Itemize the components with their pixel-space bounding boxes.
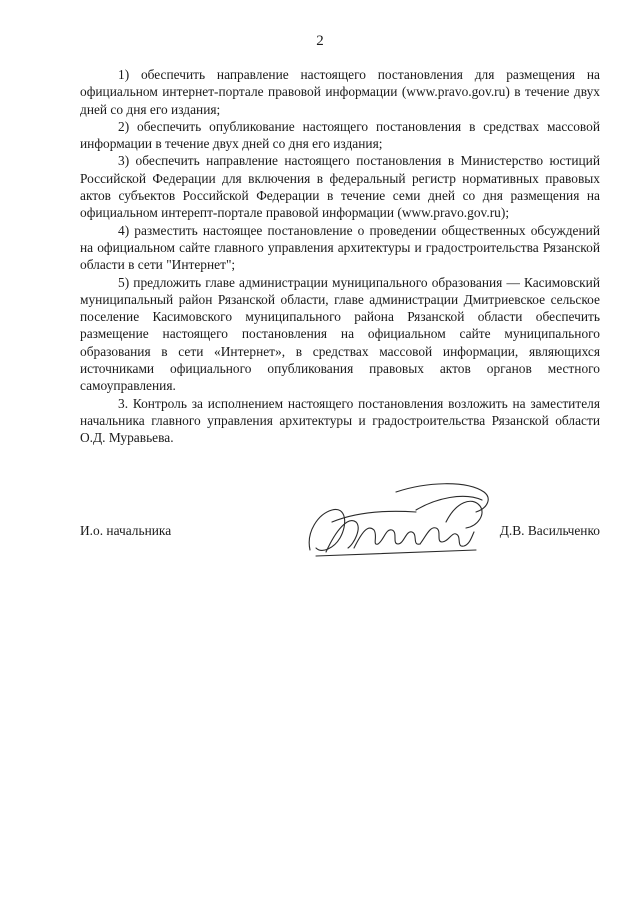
document-body: [80, 66, 600, 447]
paragraph-item-2: 2) обеспечить опубликование настоящего постановления в средствах массовой информации в течение двух дней со дня его издания;: [80, 118, 600, 152]
page-number: 2: [316, 33, 324, 49]
paragraph-control-clause: 3. Контроль за исполнением настоящего постановления возложить на заместителя начальника главного управления архитектуры и градостроительства Рязанской области О.Д. Муравьева.: [80, 395, 600, 446]
paragraph-item-1: 1) обеспечить направление настоящего постановления для размещения на официальном интернет-портале правовой информации (www.pravo.gov.ru) в течение двух дней со дня его издания;: [80, 67, 600, 117]
signatory-title: И.о. начальника: [80, 523, 172, 538]
handwritten-signature: [296, 452, 496, 572]
paragraph-item-5: 5) предложить главе администрации муниципального образования — Касимовский муниципальный район Рязанской области, главе администрации Дмитриевское сельское поселение Касимовского муниципального района Рязанской области обеспечить размещение настоящего постановления на официальном сайте муниципального образования в сети «Интернет», в средствах массовой информации, являющихся источниками официального опубликования правовых актов органов местного самоуправления.: [80, 274, 600, 394]
paragraph-item-3: 3) обеспечить направление настоящего постановления в Министерство юстиций Российской Федерации для включения в федеральный регистр нормативных правовых актов субъектов Российской Федерации в течение семи дней со дня размещения на официальном интерепт-портале правовой информации (www.pravo.gov.ru);: [80, 153, 600, 221]
signature-block: [80, 512, 600, 572]
signatory-name: Д.В. Васильченко: [499, 523, 600, 538]
paragraph-item-4: 4) разместить настоящее постановление о проведении общественных обсуждений на официальном сайте главного управления архитектуры и градостроительства Рязанской области в сети "Интернет";: [80, 222, 600, 273]
